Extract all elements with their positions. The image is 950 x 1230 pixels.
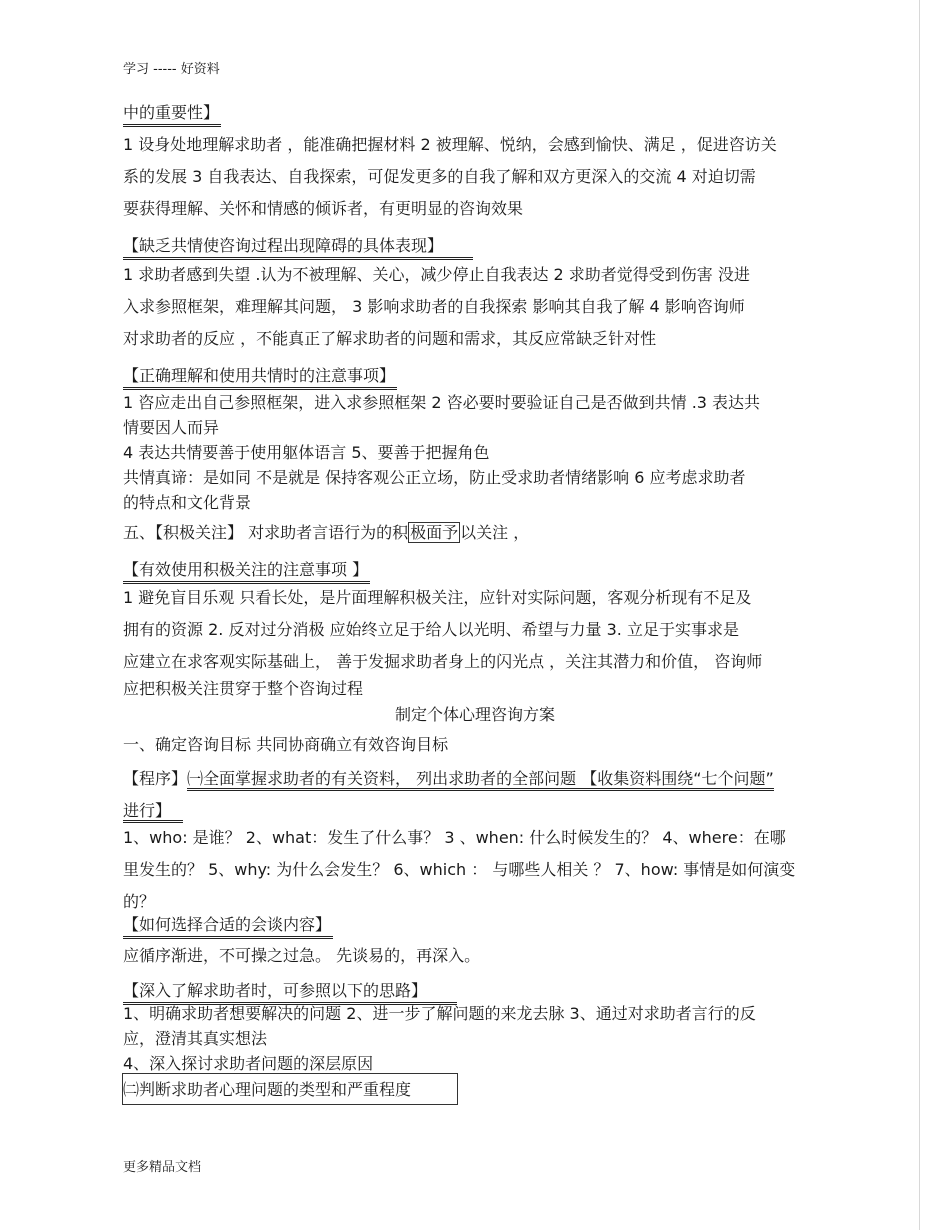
page-edge-rule xyxy=(919,0,920,1230)
procedure-line: 【程序】㈠全面掌握求助者的有关资料， 列出求助者的全部问题 【收集资料围绕“七个问题” 进行】 xyxy=(123,763,858,827)
page-header: 学习 ----- 好资料 xyxy=(123,62,220,77)
section-title-positive-attention-notes: 【有效使用积极关注的注意事项 】 xyxy=(123,554,858,586)
section-positive-attention: 五、【积极关注】 对求助者言语行为的积 极面予 以关注 ， xyxy=(123,523,530,542)
page-footer: 更多精品文档 xyxy=(123,1160,202,1175)
seven-questions: 1、who: 是谁？ 2、what：发生了什么事？ 3 、when: 什么时候发生的？ 4、where：在哪 里发生的？ 5、why: 为什么会发生？ 6、which ： 与哪些人相关 ？ 7、how: 事情是如何演变 的？ xyxy=(123,828,796,911)
paragraph-empathy-importance: 1 设身处地理解求助者 ，能准确把握材料 2 被理解、悦纳，会感到愉快、满足 ，促进咨访关 系的发展 3 自我表达、自我探索，可促发更多的自我了解和双方更深入的交流 4 对迫切需 要获得理解、关怀和情感的倾诉者，有更明显的咨询效果 xyxy=(123,135,777,218)
section-title-lack-of-empathy: 【缺乏共情使咨询过程出现障碍的具体表现】 xyxy=(123,230,858,262)
section-title-interview-content: 【如何选择合适的会谈内容】 xyxy=(123,909,858,941)
section-title-importance: 中的重要性】 xyxy=(123,97,858,129)
paragraph-positive-attention-notes: 1 避免盲目乐观 只看长处，是片面理解积极关注，应针对实际问题，客观分析现有不足及 拥有的资源 2. 反对过分消极 应始终立足于给人以光明、希望与力量 3. 立足于实事求是 应建立在求客观实际基础上， 善于发掘求助者身上的闪光点 ，关注其潜力和价值， 咨询师 xyxy=(123,588,763,671)
boxed-item-problem-type: ㈡判断求助者心理问题的类型和严重程度 xyxy=(122,1073,458,1105)
paragraph-positive-attention-last: 应把积极关注贯穿于整个咨询过程 xyxy=(123,679,364,698)
paragraph-interview-content: 应循序渐进，不可操之过急。 先谈易的，再深入。 xyxy=(123,946,481,965)
paragraph-deep-understanding: 1、明确求助者想要解决的问题 2、进一步了解问题的来龙去脉 3、通过对求助者言行的反 应，澄清其真实想法 4、深入探讨求助者问题的深层原因 xyxy=(123,1004,756,1073)
step-determine-goal: 一、确定咨询目标 共同协商确立有效咨询目标 xyxy=(123,735,449,754)
plan-title: 制定个体心理咨询方案 xyxy=(394,705,555,724)
paragraph-lack-of-empathy: 1 求助者感到失望 .认为不被理解、关心，减少停止自我表达 2 求助者觉得受到伤害 没进 入求参照框架，难理解其问题， 3 影响求助者的自我探索 影响其自我了解 4 影响咨询师 对求助者的反应 ，不能真正了解求助者的问题和需求，其反应常缺乏针对性 xyxy=(123,265,750,348)
section-title-deep-understanding: 【深入了解求助者时，可参照以下的思路】 xyxy=(123,975,858,1007)
section-title-correct-empathy: 【正确理解和使用共情时的注意事项】 xyxy=(123,360,858,392)
boxed-text: 极面予 xyxy=(410,523,459,542)
paragraph-correct-empathy: 1 咨应走出自己参照框架，进入求参照框架 2 咨必要时要验证自己是否做到共情 .3 表达共 情要因人而异 4 表达共情要善于使用躯体语言 5、要善于把握角色 共情真谛：是如同 不是就是 保持客观公正立场，防止受求助者情绪影响 6 应考虑求助者 的特点和文化背景 xyxy=(123,393,761,512)
